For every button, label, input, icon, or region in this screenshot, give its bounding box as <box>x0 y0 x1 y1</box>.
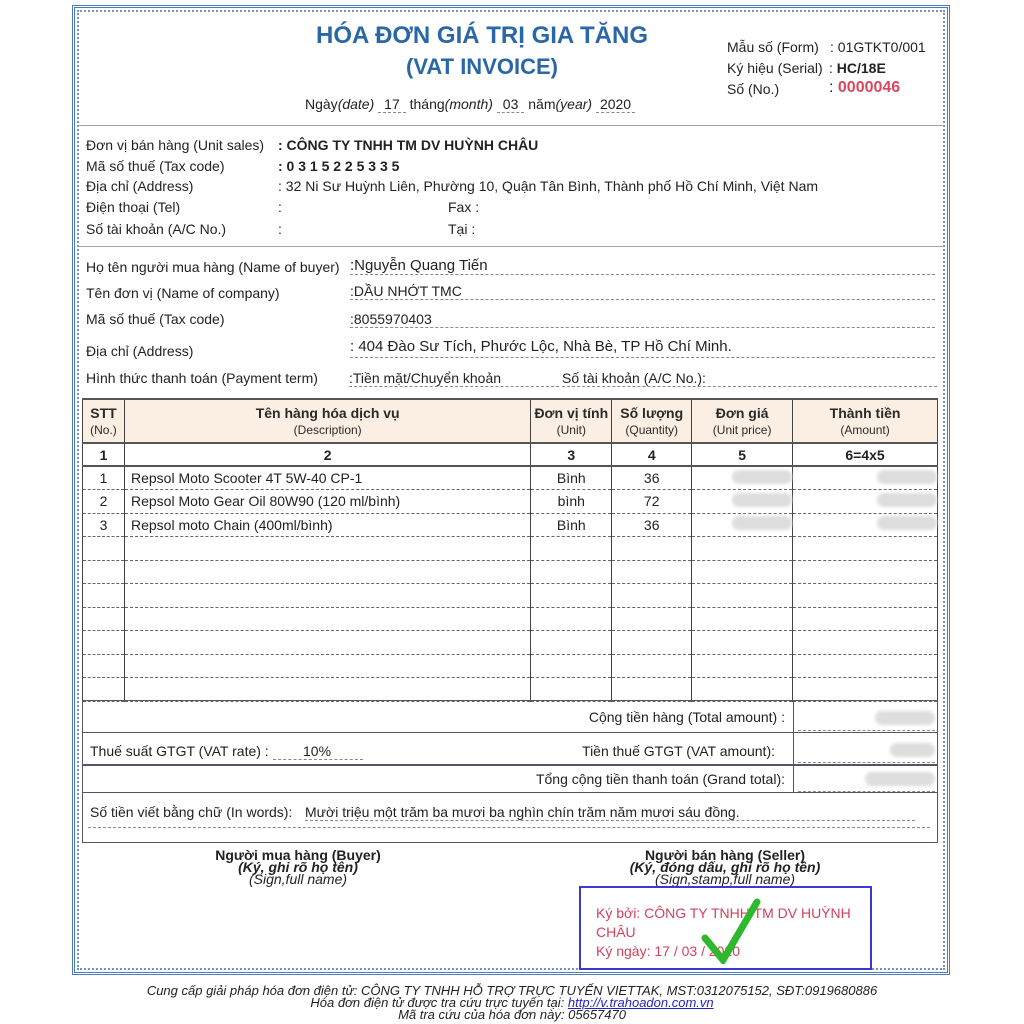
empty-cell <box>83 631 125 655</box>
date-en: (date) <box>337 96 375 112</box>
seller-sign-title: Người bán hàng (Seller) <box>644 847 806 863</box>
seller-tel-label: Điện thoại (Tel) <box>86 199 181 215</box>
in-words-row <box>82 792 938 843</box>
empty-cell <box>531 560 612 584</box>
row-description: Repsol moto Chain (400ml/bình) <box>124 513 530 537</box>
column-header-label: Tên hàng hóa dịch vụ <box>255 405 400 421</box>
empty-cell <box>124 654 530 678</box>
lookup-link[interactable]: http://v.trahoadon.com.vn <box>567 995 714 1010</box>
column-number: 1 <box>83 443 125 466</box>
date-label: Ngày <box>305 96 338 112</box>
day-value: 17 <box>378 96 406 113</box>
serial-label: Ký hiệu (Serial) <box>727 60 823 76</box>
grand-total-label: Tổng cộng tiền thanh toán (Grand total): <box>535 771 785 787</box>
empty-cell <box>692 678 793 702</box>
empty-cell <box>793 654 938 678</box>
column-number: 4 <box>612 443 692 466</box>
buyer-addr-label: Địa chỉ (Address) <box>86 343 194 359</box>
form-label: Mẫu số (Form) <box>727 39 819 55</box>
empty-cell <box>124 584 530 608</box>
seller-tax-label: Mã số thuế (Tax code) <box>86 158 225 174</box>
buyer-sign-en: (Sign,full name) <box>248 871 348 887</box>
amount-redacted <box>793 513 938 537</box>
empty-cell <box>124 607 530 631</box>
empty-row <box>83 654 938 678</box>
row-unit: bình <box>531 490 612 514</box>
empty-row <box>83 537 938 561</box>
column-header-sublabel: (Quantity) <box>625 423 679 437</box>
buyer-pay: Tiền mặt/Chuyển khoản <box>352 370 502 386</box>
redacted-value <box>877 470 937 484</box>
empty-cell <box>531 631 612 655</box>
seller-name: : CÔNG TY TNHH TM DV HUỲNH CHÂU <box>278 137 539 153</box>
buyer-tax-label: Mã số thuế (Tax code) <box>86 311 225 327</box>
empty-cell <box>83 607 125 631</box>
empty-cell <box>612 584 692 608</box>
empty-cell <box>124 678 530 702</box>
table-row <box>83 513 938 537</box>
column-header-label: Đơn giá <box>715 405 769 421</box>
divider <box>78 246 944 247</box>
row-quantity: 36 <box>612 513 692 537</box>
items-table <box>82 398 938 702</box>
empty-cell <box>531 607 612 631</box>
footer-provider: Cung cấp giải pháp hóa đơn điện tử: CÔNG TY TNHH HỖ TRỢ TRỰC TUYẾN VIETTAK, MST:0312075152, SĐT:0919680886 <box>146 983 878 998</box>
buyer-pay-label: Hình thức thanh toán (Payment term) <box>86 370 318 386</box>
vat-amount-redacted <box>890 743 935 757</box>
seller-fax-label: Fax : <box>448 199 480 215</box>
seller-addr: : 32 Ni Sư Huỳnh Liên, Phường 10, Quận Tân Bình, Thành phố Hồ Chí Minh, Việt Nam <box>278 178 819 194</box>
buyer-company: DẦU NHỚT TMC <box>353 283 462 299</box>
column-header-label: Đơn vị tính <box>534 405 609 421</box>
empty-cell <box>612 560 692 584</box>
month-en: (month) <box>444 96 493 112</box>
month-label: tháng <box>409 96 445 112</box>
column-header <box>793 399 938 443</box>
empty-cell <box>692 654 793 678</box>
empty-cell <box>83 584 125 608</box>
form-value: : 01GTKT0/001 <box>830 39 926 55</box>
column-number: 5 <box>692 443 793 466</box>
vat-amount-label: Tiền thuế GTGT (VAT amount): <box>582 743 775 759</box>
year-label: năm <box>528 96 556 112</box>
row-unit: Bình <box>531 513 612 537</box>
row-no: 3 <box>83 513 125 537</box>
invoice-number: 0000046 <box>837 79 901 96</box>
column-number: 2 <box>124 443 530 466</box>
redacted-value <box>732 493 792 507</box>
buyer-sign-title: Người mua hàng (Buyer) <box>215 847 381 863</box>
buyer-name: Nguyễn Quang Tiến <box>354 257 488 274</box>
empty-cell <box>124 537 530 561</box>
empty-cell <box>531 654 612 678</box>
year-en: (year) <box>555 96 593 112</box>
row-description: Repsol Moto Scooter 4T 5W-40 CP-1 <box>124 466 530 490</box>
empty-cell <box>612 678 692 702</box>
row-no: 1 <box>83 466 125 490</box>
vat-row <box>82 732 938 765</box>
amount-redacted <box>793 466 938 490</box>
empty-row <box>83 584 938 608</box>
redacted-value <box>732 470 792 484</box>
column-header-label: Thành tiền <box>829 405 901 421</box>
column-header <box>83 399 125 443</box>
column-number: 3 <box>531 443 612 466</box>
column-header <box>531 399 612 443</box>
row-no: 2 <box>83 490 125 514</box>
invoice-date <box>305 96 635 112</box>
redacted-value <box>877 516 937 530</box>
seller-addr-label: Địa chỉ (Address) <box>86 178 194 194</box>
footer-lookup-label: Hóa đơn điện tử được tra cứu trực tuyến tại: <box>310 995 565 1010</box>
no-label: Số (No.) <box>727 81 780 97</box>
signed-date: Ký ngày: 17 / 03 / 2020 <box>596 943 740 959</box>
seller-tax: : 0 3 1 5 2 2 5 3 3 5 <box>278 158 400 174</box>
year-value: 2020 <box>596 96 635 113</box>
unit-price-redacted <box>692 513 793 537</box>
digital-signature-box <box>579 886 872 970</box>
unit-price-redacted <box>692 490 793 514</box>
empty-row <box>83 678 938 702</box>
table-row <box>83 466 938 490</box>
vat-rate: 10% <box>273 743 363 760</box>
invoice-subtitle: (VAT INVOICE) <box>406 54 558 79</box>
total-label: Cộng tiền hàng (Total amount) : <box>588 709 785 725</box>
empty-cell <box>612 631 692 655</box>
column-header <box>124 399 530 443</box>
row-description: Repsol Moto Gear Oil 80W90 (120 ml/bình) <box>124 490 530 514</box>
empty-cell <box>531 584 612 608</box>
buyer-name-label: Họ tên người mua hàng (Name of buyer) <box>86 259 340 275</box>
seller-sign-en: (Sign,stamp,full name) <box>654 871 796 887</box>
empty-cell <box>83 560 125 584</box>
empty-cell <box>793 537 938 561</box>
column-number-row <box>83 443 938 466</box>
total-row <box>82 700 938 733</box>
empty-cell <box>692 560 793 584</box>
buyer-addr: 404 Đào Sư Tích, Phước Lộc, Nhà Bè, TP Hồ Chí Minh. <box>358 338 732 355</box>
empty-cell <box>612 654 692 678</box>
month-value: 03 <box>497 96 525 113</box>
serial-value: HC/18E <box>836 60 886 76</box>
total-value-redacted <box>875 711 935 725</box>
checkmark-icon <box>701 898 761 964</box>
buyer-sign-vn: (Ký, ghi rõ họ tên) <box>238 859 358 875</box>
signed-by: Ký bởi: CÔNG TY TNHH TM DV HUỲNH CHÂU <box>596 905 851 940</box>
amount-redacted <box>793 490 938 514</box>
empty-cell <box>83 678 125 702</box>
empty-cell <box>793 631 938 655</box>
empty-cell <box>692 631 793 655</box>
table-row <box>83 490 938 514</box>
column-header-sublabel: (Unit price) <box>712 423 772 437</box>
empty-cell <box>531 537 612 561</box>
column-header-label: STT <box>90 405 117 421</box>
column-header-label: Số lượng <box>620 405 684 421</box>
empty-cell <box>124 560 530 584</box>
row-quantity: 72 <box>612 490 692 514</box>
buyer-acc-label: Số tài khoản (A/C No.): <box>562 370 937 387</box>
seller-acc-label: Số tài khoản (A/C No.) <box>86 221 227 237</box>
empty-cell <box>83 537 125 561</box>
grand-total-redacted <box>865 772 935 786</box>
vat-rate-label: Thuế suất GTGT (VAT rate) : <box>90 743 269 759</box>
empty-cell <box>793 607 938 631</box>
seller-signature <box>630 849 821 885</box>
redacted-value <box>732 516 792 530</box>
empty-cell <box>612 537 692 561</box>
seller-acc-colon: : <box>278 221 282 237</box>
empty-row <box>83 560 938 584</box>
column-number: 6=4x5 <box>793 443 938 466</box>
empty-row <box>83 631 938 655</box>
column-header <box>692 399 793 443</box>
column-header-sublabel: (No.) <box>90 423 117 437</box>
empty-cell <box>612 607 692 631</box>
empty-row <box>83 607 938 631</box>
grand-total-row <box>82 765 938 793</box>
seller-tel-colon: : <box>278 199 282 215</box>
buyer-tax: 8055970403 <box>353 311 432 327</box>
column-header <box>612 399 692 443</box>
buyer-company-label: Tên đơn vị (Name of company) <box>86 285 280 301</box>
buyer-signature <box>215 849 381 885</box>
seller-at-label: Tại : <box>448 221 476 237</box>
divider <box>78 125 944 126</box>
column-header-sublabel: (Description) <box>293 423 362 437</box>
unit-price-redacted <box>692 466 793 490</box>
column-header-sublabel: (Unit) <box>556 423 586 437</box>
invoice-title: HÓA ĐƠN GIÁ TRỊ GIA TĂNG <box>315 22 648 49</box>
row-quantity: 36 <box>612 466 692 490</box>
footer-lookup-code: Mã tra cứu của hóa đơn này: 05657470 <box>398 1007 626 1022</box>
in-words-label: Số tiền viết bằng chữ (In words): <box>90 804 293 820</box>
empty-cell <box>793 560 938 584</box>
empty-cell <box>793 584 938 608</box>
seller-name-label: Đơn vị bán hàng (Unit sales) <box>86 137 265 153</box>
in-words-value: Mười triệu một trăm ba mươi ba nghìn chín trăm năm mươi sáu đồng. <box>305 804 915 821</box>
redacted-value <box>877 493 937 507</box>
empty-cell <box>692 607 793 631</box>
seller-sign-vn: (Ký, đóng dấu, ghi rõ họ tên) <box>629 859 821 875</box>
empty-cell <box>124 631 530 655</box>
empty-cell <box>83 654 125 678</box>
empty-cell <box>692 537 793 561</box>
column-header-sublabel: (Amount) <box>840 423 890 437</box>
empty-cell <box>793 678 938 702</box>
empty-cell <box>531 678 612 702</box>
empty-cell <box>692 584 793 608</box>
row-unit: Bình <box>531 466 612 490</box>
